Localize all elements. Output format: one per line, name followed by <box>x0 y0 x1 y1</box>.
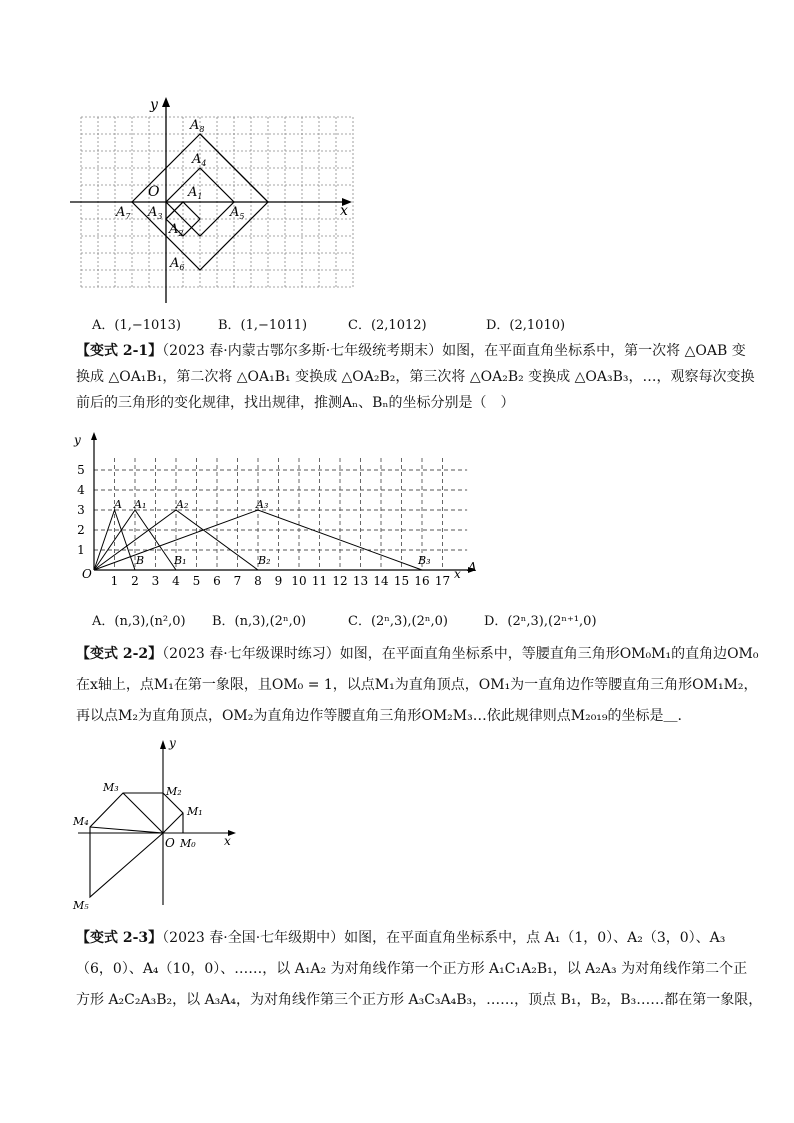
y-tick-label: 3 <box>77 503 85 517</box>
v21-line1: 【变式 2-1】（2023 春·内蒙古鄂尔多斯·七年级统考期末）如图，在平面直角坐标系中，第一次将 △OAB 变 <box>76 343 746 359</box>
figure-2-triangles <box>70 430 490 590</box>
q2-choice-d[interactable]: D．(2ⁿ,3),(2ⁿ⁺¹,0) <box>484 614 597 629</box>
x-tick-label: 3 <box>151 574 160 588</box>
x-tick-label: 9 <box>274 574 283 588</box>
label-M3: M₃ <box>103 781 119 794</box>
label-M4: M₄ <box>73 815 89 828</box>
label-M5: M₅ <box>73 899 89 912</box>
q2-choice-b[interactable]: B．(n,3),(2ⁿ,0) <box>212 614 307 629</box>
q1-choices <box>92 314 712 334</box>
label-A3: A₃ <box>256 498 269 511</box>
x-axis-label: x <box>224 834 231 848</box>
x-tick-label: 4 <box>172 574 180 588</box>
y-axis-label: y <box>169 736 176 750</box>
label-A2: A₂ <box>176 498 189 511</box>
x-tick-label: 2 <box>131 574 139 588</box>
segment-O-M3 <box>123 793 163 833</box>
q1-choice-d[interactable]: D．(2,1010) <box>486 318 566 333</box>
x-tick-label: 1 <box>110 574 119 588</box>
label-A2: $A_2$ <box>169 222 184 238</box>
q2-choice-c[interactable]: C．(2ⁿ,3),(2ⁿ,0) <box>348 614 448 629</box>
label-A1: A₁ <box>134 498 147 511</box>
v23-line1: 【变式 2-3】（2023 春·全国·七年级期中）如图，在平面直角坐标系中，点 A₁（1，0）、A₂（3，0）、A₃ <box>76 930 726 946</box>
label-A3: $A_3$ <box>148 205 163 221</box>
v22-source: （2023 春·七年级课时练习） <box>162 646 340 662</box>
x-axis-label: x <box>454 567 461 581</box>
x-tick-label: 10 <box>291 574 307 588</box>
v23-line2: （6，0）、A₄（10，0）、……，以 A₁A₂ 为对角线作第一个正方形 A₁C₁A₂B₁，以 A₂A₃ 为对角线作第二个正 <box>76 961 748 977</box>
label-A7: $A_7$ <box>116 205 131 221</box>
label-B3: B₃ <box>418 554 431 567</box>
v21-line3: 前后的三角形的变化规律，找出规律，推测Aₙ、Bₙ的坐标分别是（ ） <box>76 395 515 411</box>
x-tick-label: 15 <box>393 574 410 588</box>
label-M0: M₀ <box>180 837 196 850</box>
q1-choice-b[interactable]: B．(1,−1011) <box>218 318 308 333</box>
v21-source: （2023 春·内蒙古鄂尔多斯·七年级统考期末） <box>162 343 443 359</box>
y-axis <box>91 432 97 570</box>
label-M2: M₂ <box>166 785 182 798</box>
y-tick-label: 2 <box>77 523 85 537</box>
label-A4: $A_4$ <box>192 152 207 168</box>
v22-line1: 【变式 2-2】（2023 春·七年级课时练习）如图，在平面直角坐标系中，等腰直角三角形OM₀M₁的直角边OM₀ <box>76 646 759 662</box>
label-M1: M₁ <box>187 805 203 818</box>
y-axis-label: y <box>74 433 81 447</box>
label-B2: B₂ <box>258 554 271 567</box>
q2-choices <box>92 610 712 630</box>
y-tick-label: 5 <box>77 463 85 477</box>
x-tick-label: 8 <box>254 574 262 588</box>
label-B1: B₁ <box>174 554 187 567</box>
v22-line3: 再以点M₂为直角顶点，OM₂为直角边作等腰直角三角形OM₂M₃…依此规律则点M₂₀₁₉的坐标是＿. <box>76 708 682 724</box>
v22-tag: 【变式 2-2】 <box>76 646 163 662</box>
x-tick-label: 7 <box>233 574 242 588</box>
origin-label: O <box>165 836 175 850</box>
segment-O-M1 <box>163 813 183 833</box>
x-tick-label: 6 <box>213 574 221 588</box>
y-tick-label: 1 <box>77 543 85 557</box>
label-B: B <box>136 554 145 567</box>
y-axis <box>160 740 166 905</box>
origin-label: O <box>148 184 160 200</box>
x-tick-label: 5 <box>192 574 201 588</box>
y-tick-label: 4 <box>77 483 85 497</box>
q1-choice-a[interactable]: A．(1,−1013) <box>92 318 181 333</box>
v21-tag: 【变式 2-1】 <box>76 343 163 359</box>
segment-O-M4 <box>90 827 163 833</box>
v23-source: （2023 春·全国·七年级期中） <box>162 930 345 946</box>
x-tick-label: 12 <box>332 574 348 588</box>
x-axis <box>70 198 352 206</box>
figure-1-square-spiral <box>70 95 360 305</box>
v23-tag: 【变式 2-3】 <box>76 930 163 946</box>
label-A5: $A_5$ <box>230 205 245 221</box>
x-axis-end-label: A <box>468 560 477 574</box>
origin-label: O <box>82 567 92 581</box>
q1-choice-c[interactable]: C．(2,1012) <box>348 318 427 333</box>
x-tick-label: 13 <box>352 574 369 588</box>
y-axis-label: y <box>150 97 158 113</box>
x-tick-label: 16 <box>414 574 430 588</box>
x-tick-label: 14 <box>373 574 389 588</box>
figure-3-isosceles-spiral <box>70 735 250 915</box>
q2-choice-a[interactable]: A．(n,3),(n²,0) <box>92 614 186 629</box>
label-A1: $A_1$ <box>188 185 203 201</box>
v23-line3: 方形 A₂C₂A₃B₂，以 A₃A₄，为对角线作第三个正方形 A₃C₃A₄B₃，……，顶点 B₁，B₂，B₃……都在第一象限， <box>76 992 763 1008</box>
x-tick-label: 11 <box>311 574 328 588</box>
x-axis-label: x <box>340 203 348 219</box>
v22-line2: 在x轴上，点M₁在第一象限，且OM₀ = 1，以点M₁为直角顶点，OM₁为一直角边作等腰直角三角形OM₁M₂， <box>76 677 758 693</box>
label-A6: $A_6$ <box>170 256 185 272</box>
label-A: A <box>114 498 122 511</box>
v21-line2: 换成 △OA₁B₁，第二次将 △OA₁B₁ 变换成 △OA₂B₂，第三次将 △OA₂B₂ 变换成 △OA₃B₃，…，观察每次变换 <box>76 369 755 385</box>
x-tick-label: 17 <box>434 574 451 588</box>
label-A8: $A_8$ <box>190 118 205 134</box>
